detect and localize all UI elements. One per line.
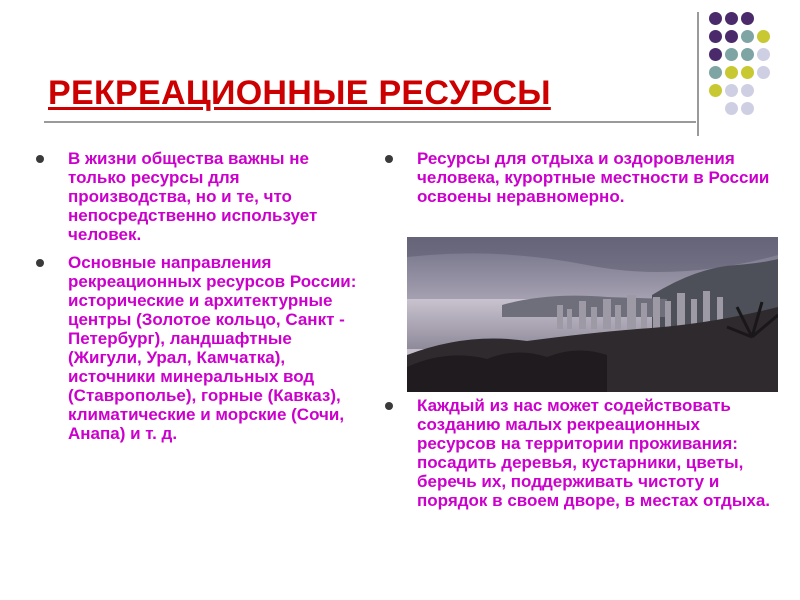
left-bullet-2 [36, 253, 366, 443]
right-bullet-2-text: Каждый из нас может содействовать созданию малых рекреационных ресурсов на территории проживания: посадить деревья, кустарники, цветы, беречь их, поддерживать чистоту и порядок в своем дворе, в местах отдыха. [417, 396, 770, 510]
decor-dot [709, 48, 722, 61]
decor-dot [757, 66, 770, 79]
decor-vertical-line [697, 12, 699, 136]
right-bullet-1-text: Ресурсы для отдыха и оздоровления человека, курортные местности в России освоены неравномерно. [417, 149, 770, 206]
title-underline-rule [44, 121, 696, 123]
coastal-city-photo [407, 237, 778, 392]
right-bullet-2 [385, 396, 780, 510]
decor-dot [741, 84, 754, 97]
right-bottom-bullet-list [385, 396, 780, 519]
bullet-dot-icon [36, 155, 44, 163]
decor-dot [709, 84, 722, 97]
bullet-dot-icon [36, 259, 44, 267]
decor-dot [757, 48, 770, 61]
right-bullet-1 [385, 149, 775, 206]
decor-dot [741, 12, 754, 25]
decor-dot [725, 66, 738, 79]
decor-dot [709, 12, 722, 25]
left-bullet-1 [36, 149, 366, 244]
left-bullet-list [36, 149, 366, 452]
decor-dot [757, 30, 770, 43]
decor-dot [709, 30, 722, 43]
slide-title: РЕКРЕАЦИОННЫЕ РЕСУРСЫ [48, 74, 551, 112]
decor-dot [709, 66, 722, 79]
decor-dot [725, 12, 738, 25]
bullet-dot-icon [385, 155, 393, 163]
decor-dot [725, 84, 738, 97]
coastal-city-panorama-image [407, 237, 778, 392]
right-top-bullet-list [385, 149, 775, 215]
bullet-dot-icon [385, 402, 393, 410]
decor-dot [741, 66, 754, 79]
decor-dot [725, 48, 738, 61]
decor-dot [725, 30, 738, 43]
decor-dot [741, 48, 754, 61]
left-bullet-1-text: В жизни общества важны не только ресурсы для производства, но и те, что непосредственно использует человек. [68, 149, 318, 244]
decor-dot [725, 102, 738, 115]
decor-dot [741, 102, 754, 115]
left-bullet-2-text: Основные направления рекреационных ресурсов России: исторические и архитектурные центры (Золотое кольцо, Санкт - Петербург), ландшафтные (Жигули, Урал, Камчатка), источники минеральных вод (Ставрополье), горные (Кавказ), климатические и морские (Сочи, Анапа) и т. д. [68, 253, 357, 443]
decor-dot [741, 30, 754, 43]
